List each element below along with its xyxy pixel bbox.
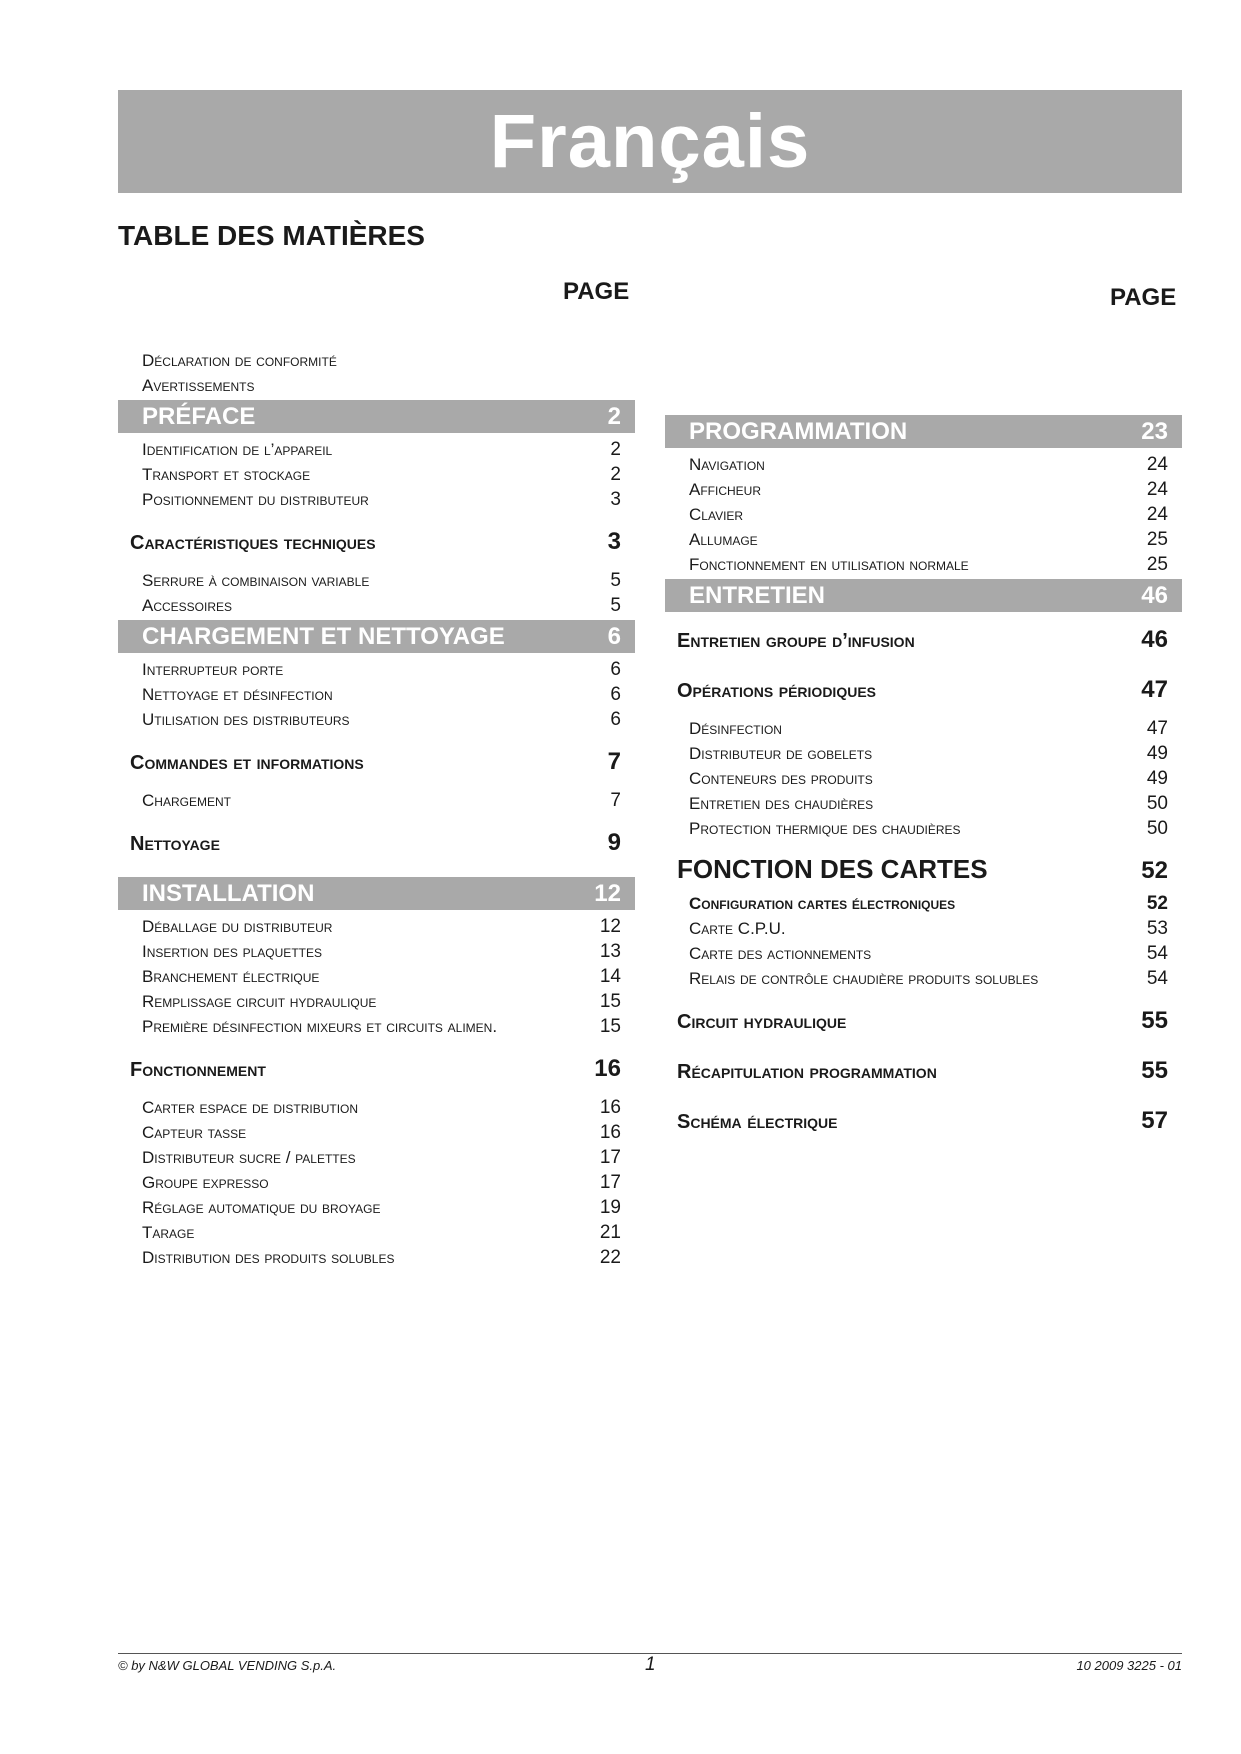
toc-entry-label: Nettoyage et désinfection: [142, 685, 333, 704]
toc-entry-label: ENTRETIEN: [689, 582, 826, 609]
toc-entry-page: 15: [599, 1016, 621, 1037]
toc-entry: [118, 877, 635, 910]
toc-entry-label: PRÉFACE: [142, 403, 256, 430]
toc-entry-label: Distributeur sucre / palettes: [142, 1148, 356, 1167]
toc-entry: [118, 437, 635, 462]
toc-entry-page: 47: [1146, 718, 1168, 739]
toc-entry-label: Carte des actionnements: [689, 944, 872, 963]
toc-entry-page: 25: [1146, 529, 1168, 550]
toc-entry-page: 2: [610, 439, 621, 460]
toc-entry-page: 46: [1141, 626, 1168, 653]
toc-entry: [118, 1095, 635, 1120]
toc-entry-label: Navigation: [689, 455, 765, 474]
toc-entry-page: 54: [1146, 943, 1168, 964]
toc-entry-page: 17: [599, 1147, 621, 1168]
toc-entry: [665, 477, 1182, 502]
toc-entry-page: 55: [1141, 1057, 1168, 1084]
toc-entry: [665, 741, 1182, 766]
toc-entry-label: Nettoyage: [130, 833, 220, 855]
toc-entry-label: Récapitulation programmation: [677, 1061, 937, 1083]
toc-entry-label: Clavier: [689, 505, 744, 524]
toc-entry: [118, 524, 635, 560]
toc-entry: [118, 939, 635, 964]
toc-entry-label: Allumage: [689, 530, 758, 549]
toc-entry: [118, 1145, 635, 1170]
toc-entry-page: 57: [1141, 1107, 1168, 1134]
toc-entry: [118, 1170, 635, 1195]
toc-entry-page: 54: [1146, 968, 1168, 989]
toc-entry-page: 16: [599, 1122, 621, 1143]
toc-entry-page: 17: [599, 1172, 621, 1193]
toc-entry: [118, 373, 635, 398]
toc-entry-label: Distributeur de gobelets: [689, 744, 873, 763]
toc-entry-page: 16: [599, 1097, 621, 1118]
toc-entry-page: 52: [1141, 857, 1168, 884]
toc-entry-label: Transport et stockage: [142, 465, 311, 484]
toc-entry-page: 52: [1146, 893, 1168, 914]
toc-entry-label: Serrure à combinaison variable: [142, 571, 370, 590]
toc-entry-page: 24: [1146, 454, 1168, 475]
toc-entry-page: 22: [599, 1247, 621, 1268]
toc-entry-label: Interrupteur porte: [142, 660, 284, 679]
toc-entry: [118, 1051, 635, 1087]
toc-entry: [118, 348, 635, 373]
footer-copyright: © by N&W GLOBAL VENDING S.p.A.: [118, 1658, 337, 1673]
toc-entry-label: Fonctionnement en utilisation normale: [689, 555, 969, 574]
toc-entry-page: 3: [610, 489, 621, 510]
toc-entry: [665, 851, 1182, 887]
toc-entry: [118, 964, 635, 989]
toc-entry-page: 50: [1146, 818, 1168, 839]
toc-entry-label: FONCTION DES CARTES: [677, 854, 988, 884]
toc-entry-page: 6: [610, 684, 621, 705]
page-column-label-right: PAGE: [1110, 284, 1177, 311]
toc-entry: [118, 914, 635, 939]
toc-entry-page: 6: [607, 623, 621, 650]
toc-entry-label: Déclaration de conformité: [142, 351, 337, 370]
toc-entry-page: 12: [594, 880, 621, 907]
toc-entry-label: Schéma électrique: [677, 1111, 838, 1133]
toc-entry: [665, 622, 1182, 658]
toc-entry-page: 3: [607, 528, 621, 555]
toc-entry: [118, 788, 635, 813]
toc-entry-page: 47: [1141, 676, 1168, 703]
toc-entry-label: Entretien groupe d’infusion: [677, 630, 915, 652]
toc-entry: [665, 966, 1182, 991]
toc-entry: [665, 816, 1182, 841]
toc-entry-label: INSTALLATION: [142, 880, 315, 907]
language-banner: Français: [118, 90, 1182, 193]
toc-entry: [118, 568, 635, 593]
toc-entry-label: Utilisation des distributeurs: [142, 710, 350, 729]
toc-entry-label: Réglage automatique du broyage: [142, 1198, 381, 1217]
toc-entry-label: Relais de contrôle chaudière produits solubles: [689, 969, 1039, 988]
toc-entry: [665, 415, 1182, 448]
toc-entry-label: Chargement: [142, 791, 231, 810]
toc-entry: [118, 682, 635, 707]
toc-entry-label: Fonctionnement: [130, 1059, 266, 1081]
toc-entry: [665, 941, 1182, 966]
toc-entry-label: Tarage: [142, 1223, 195, 1242]
toc-entry-label: Distribution des produits solubles: [142, 1248, 395, 1267]
toc-entry: [118, 989, 635, 1014]
toc-entry-label: Désinfection: [689, 719, 782, 738]
toc-entry-label: Configuration cartes électroniques: [689, 894, 956, 913]
toc-entry-label: Déballage du distributeur: [142, 917, 333, 936]
toc-entry-page: 12: [599, 916, 621, 937]
toc-entry-page: 7: [610, 790, 621, 811]
toc-entry: [118, 400, 635, 433]
toc-entry-page: 49: [1146, 768, 1168, 789]
toc-entry-label: PROGRAMMATION: [689, 418, 908, 445]
page-column-label-left: PAGE: [563, 278, 630, 305]
toc-entry-label: Carte C.P.U.: [689, 919, 786, 938]
toc-entry-page: 23: [1141, 418, 1168, 445]
toc-entry: [118, 620, 635, 653]
footer-page-number: 1: [645, 1654, 656, 1675]
toc-entry-page: 2: [607, 403, 621, 430]
toc-entry-page: 50: [1146, 793, 1168, 814]
toc-entry: [665, 1053, 1182, 1089]
toc-entry-page: 19: [599, 1197, 621, 1218]
toc-entry-page: 9: [607, 829, 621, 856]
toc-entry-label: Commandes et informations: [130, 752, 364, 774]
toc-entry-label: Carter espace de distribution: [142, 1098, 359, 1117]
toc-entry-label: Protection thermique des chaudières: [689, 819, 961, 838]
toc-entry-page: 2: [610, 464, 621, 485]
toc-entry-page: 6: [610, 659, 621, 680]
toc-entry: [118, 1245, 635, 1270]
toc-column-left: [118, 348, 635, 1270]
toc-entry-page: 5: [610, 595, 621, 616]
toc-entry: [118, 1120, 635, 1145]
toc-entry-label: Groupe expresso: [142, 1173, 269, 1192]
toc-entry-page: 24: [1146, 504, 1168, 525]
toc-entry: [118, 707, 635, 732]
toc-entry-label: Circuit hydraulique: [677, 1011, 847, 1033]
toc-entry-label: Accessoires: [142, 596, 233, 615]
toc-entry: [665, 502, 1182, 527]
toc-entry-label: Caractéristiques techniques: [130, 532, 376, 554]
toc-entry-page: 16: [594, 1055, 621, 1082]
toc-entry-page: 24: [1146, 479, 1168, 500]
toc-entry: [665, 527, 1182, 552]
toc-entry: [118, 657, 635, 682]
toc-entry: [665, 552, 1182, 577]
toc-entry-label: Entretien des chaudières: [689, 794, 874, 813]
toc-entry-page: 5: [610, 570, 621, 591]
toc-entry-label: Insertion des plaquettes: [142, 942, 322, 961]
toc-entry-label: Opérations périodiques: [677, 680, 876, 702]
toc-entry-label: Afficheur: [689, 480, 762, 499]
toc-entry-label: CHARGEMENT ET NETTOYAGE: [142, 623, 505, 650]
toc-title: TABLE DES MATIÈRES: [118, 220, 425, 251]
toc-entry: [665, 716, 1182, 741]
toc-entry-label: Avertissements: [142, 376, 255, 395]
toc-entry-label: Conteneurs des produits: [689, 769, 873, 788]
toc-entry: [118, 1220, 635, 1245]
toc-entry: [665, 766, 1182, 791]
toc-entry-page: 25: [1146, 554, 1168, 575]
toc-entry: [118, 744, 635, 780]
toc-entry-page: 15: [599, 991, 621, 1012]
toc-entry-page: 7: [607, 748, 621, 775]
toc-entry: [118, 487, 635, 512]
toc-entry-label: Branchement électrique: [142, 967, 320, 986]
toc-entry: [665, 791, 1182, 816]
toc-entry: [118, 593, 635, 618]
toc-entry-page: 6: [610, 709, 621, 730]
toc-entry-page: 49: [1146, 743, 1168, 764]
toc-entry-label: Capteur tasse: [142, 1123, 247, 1142]
toc-entry: [665, 452, 1182, 477]
toc-entry-page: 14: [599, 966, 621, 987]
toc-entry: [118, 1014, 635, 1039]
toc-entry-page: 46: [1141, 582, 1168, 609]
toc-entry-label: Première désinfection mixeurs et circuits alimen.: [142, 1017, 498, 1036]
toc-entry-page: 13: [599, 941, 621, 962]
toc-entry: [665, 672, 1182, 708]
toc-entry: [665, 1103, 1182, 1139]
toc-entry-page: 21: [599, 1222, 621, 1243]
toc-entry: [665, 1003, 1182, 1039]
toc-entry-label: Positionnement du distributeur: [142, 490, 369, 509]
toc-entry: [665, 916, 1182, 941]
footer-doc-code: 10 2009 3225 - 01: [1076, 1658, 1182, 1673]
toc-entry: [118, 462, 635, 487]
toc-entry-page: 53: [1146, 918, 1168, 939]
toc-entry: [665, 891, 1182, 916]
toc-entry-page: 55: [1141, 1007, 1168, 1034]
toc-entry-label: Remplissage circuit hydraulique: [142, 992, 377, 1011]
toc-entry: [665, 579, 1182, 612]
toc-column-right: [665, 413, 1182, 1143]
toc-entry: [118, 825, 635, 861]
toc-entry-label: Identification de l’appareil: [142, 440, 333, 459]
toc-entry: [118, 1195, 635, 1220]
